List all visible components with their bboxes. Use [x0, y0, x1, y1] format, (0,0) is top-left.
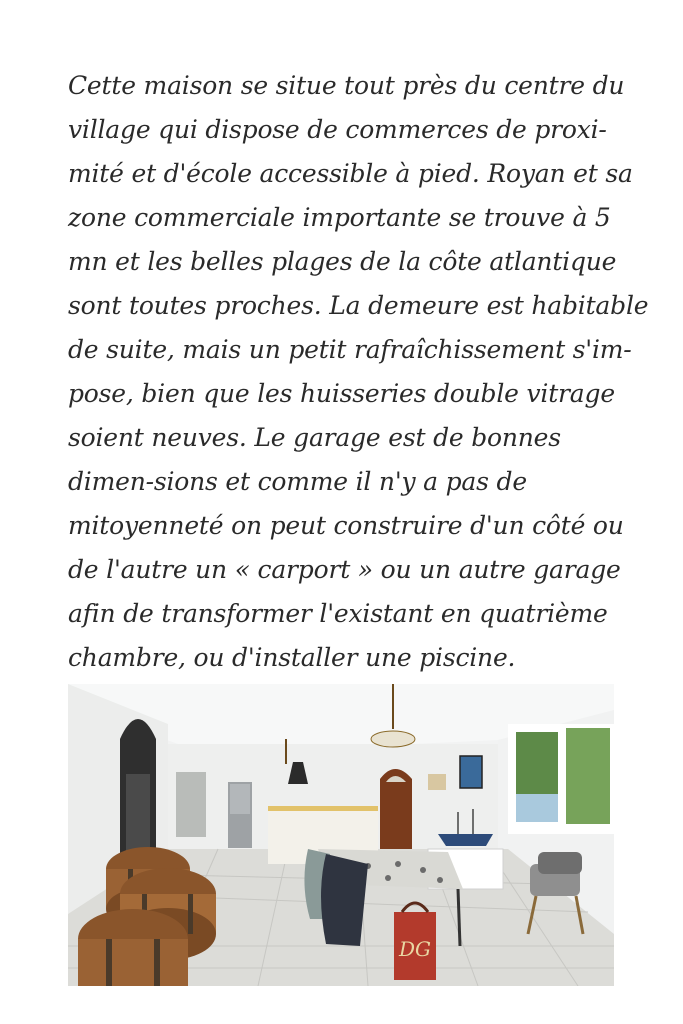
bag-letters: DG: [398, 937, 432, 961]
interior-photo-illustration: [68, 684, 614, 986]
text-line: mité et d'école accessible à pied. Royan et sa: [68, 159, 633, 188]
text-line: zone commerciale importante se trouve à 5: [68, 203, 611, 232]
text-line: pose, bien que les huisseries double vitrage: [68, 379, 615, 408]
interior-photo: [68, 684, 614, 986]
article-text: [68, 64, 649, 680]
text-line: afin de transformer l'existant en quatrième: [68, 599, 608, 628]
text-line: chambre, ou d'installer une piscine.: [68, 643, 516, 672]
text-line: mn et les belles plages de la côte atlantique: [68, 247, 617, 276]
text-line: de l'autre un « carport » ou un autre garage: [68, 555, 621, 584]
text-line: mitoyenneté on peut construire d'un côté ou: [68, 511, 624, 540]
text-line: de suite, mais un petit rafraîchissement s'im-: [68, 335, 632, 364]
text-line: Cette maison se situe tout près du centre du: [68, 71, 625, 100]
text-line: soient neuves. Le garage est de bonnes: [68, 423, 561, 452]
text-line: dimen-sions et comme il n'y a pas de: [68, 467, 527, 496]
text-line: sont toutes proches. La demeure est habitable: [68, 291, 649, 320]
text-line: village qui dispose de commerces de proxi-: [68, 115, 607, 144]
